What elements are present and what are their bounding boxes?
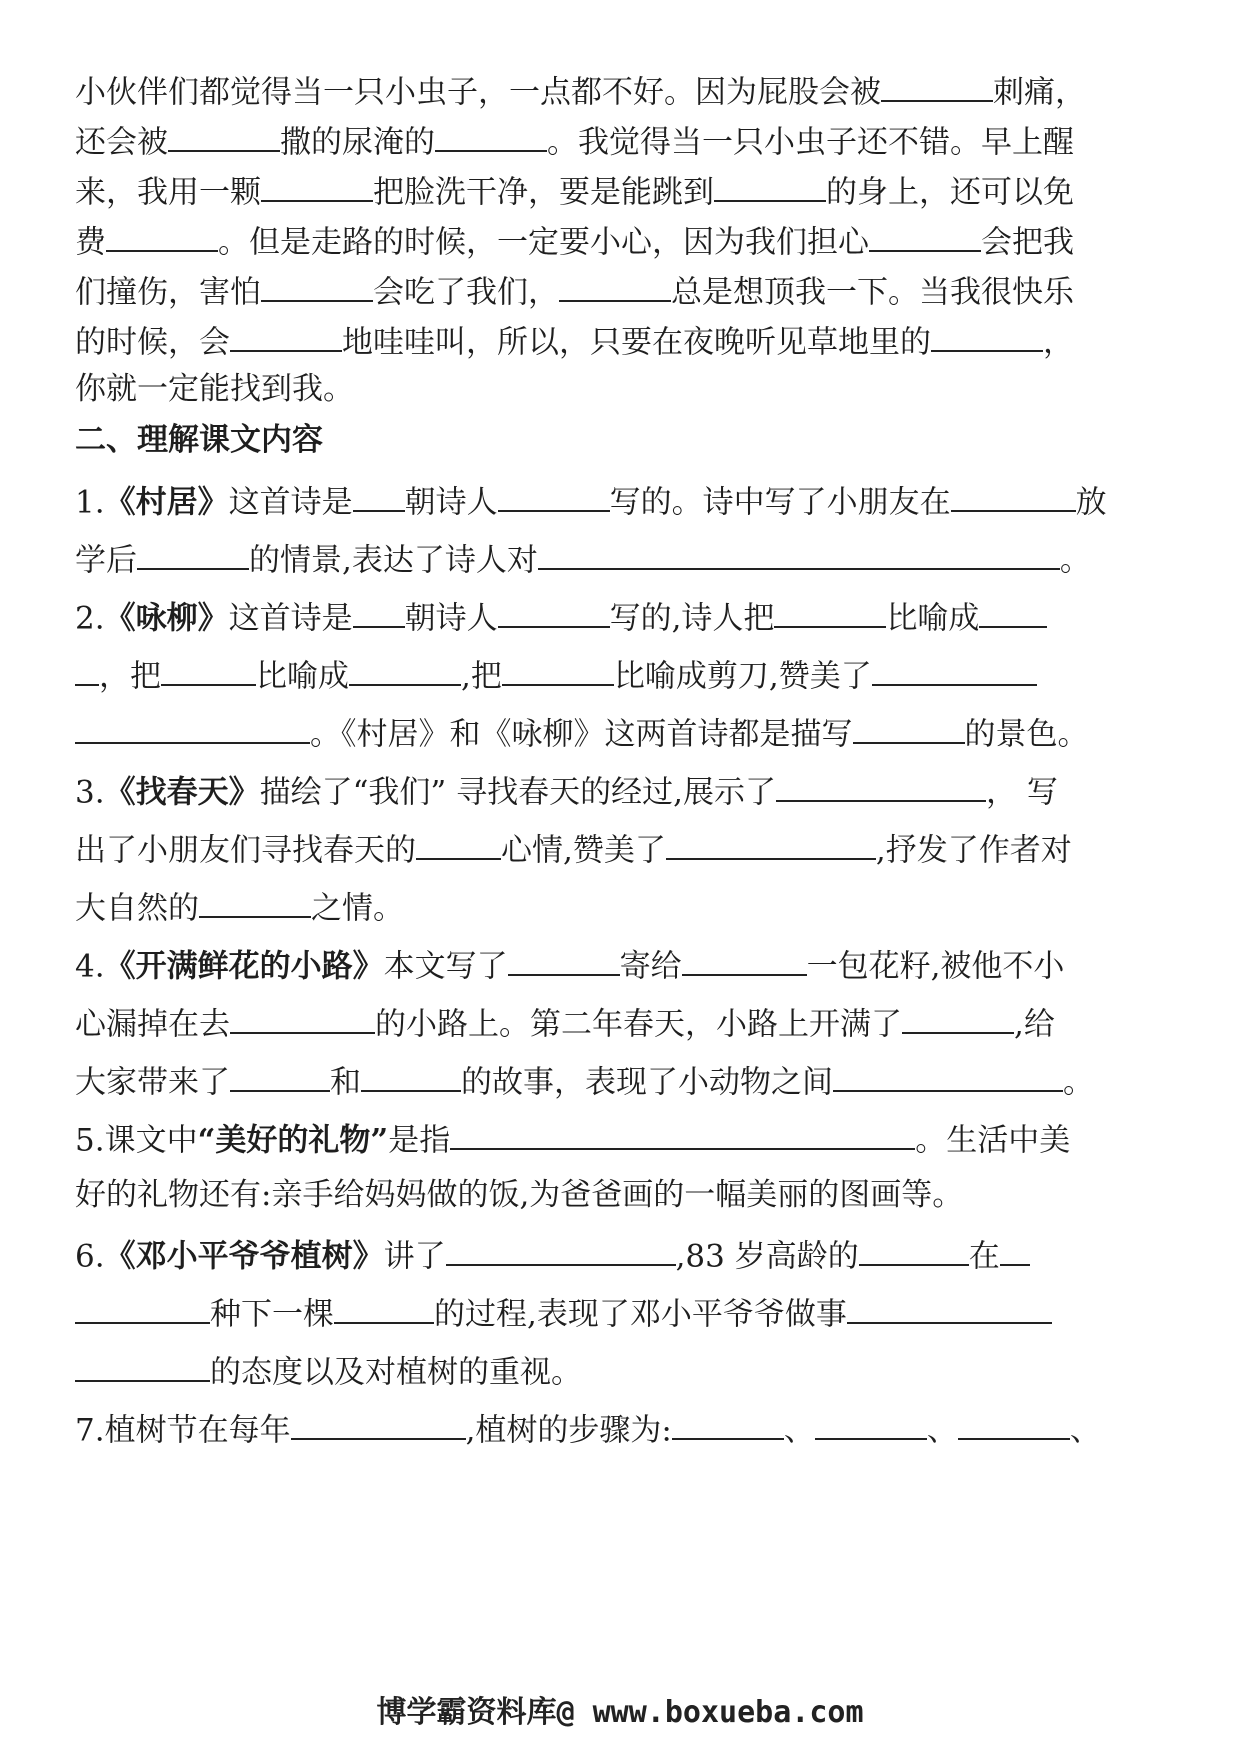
text: 大家带来了 [75,1064,230,1101]
text: 比喻成剪刀,赞美了 [613,658,872,695]
text: 的过程,表现了邓小平爷爷做事 [434,1296,847,1333]
fill-blank[interactable] [508,948,620,976]
fill-blank[interactable] [137,542,249,570]
fill-blank[interactable] [1000,1238,1030,1266]
question-number: 4. [75,948,105,985]
text: ， [1043,324,1074,361]
footer-watermark: 博学霸资料库@ www.boxueba.com [376,1695,864,1730]
text: 心情,赞美了 [501,832,666,869]
text: 讲了 [383,1238,446,1275]
text: ，把 [99,658,161,695]
question-6-line-2 [75,1296,1052,1333]
text: 小伙伴们都觉得当一只小虫子，一点都不好。因为屁股会被 [75,74,881,111]
question-6-line-1 [75,1238,1030,1275]
text: 会把我 [981,224,1074,261]
fill-blank[interactable] [498,600,610,628]
book-title: 《开满鲜花的小路》 [104,948,384,985]
text: 植树节在每年 [104,1412,291,1449]
text: 比喻成 [256,658,349,695]
fill-blank[interactable] [353,600,405,628]
question-2-line-1 [75,600,1047,637]
fill-blank[interactable] [450,1122,915,1150]
text: 。生活中美 [915,1122,1071,1159]
text: 本文写了 [383,948,508,985]
text: 会吃了我们， [373,274,559,311]
fill-blank[interactable] [361,1064,461,1092]
question-2-line-2 [75,658,1037,695]
text: ,植树的步骤为: [465,1412,672,1449]
fill-blank[interactable] [815,1412,927,1440]
fill-blank[interactable] [833,1064,1063,1092]
text: 。 [1059,542,1091,579]
text: 在 [968,1238,1000,1275]
question-5-line-1 [75,1122,1071,1159]
text: 还会被 [75,124,168,161]
fill-blank[interactable] [847,1296,1052,1324]
fill-blank[interactable] [498,484,610,512]
fill-blank[interactable] [869,224,981,252]
text: 是指 [388,1122,451,1159]
fill-blank[interactable] [199,890,311,918]
question-4-line-2 [75,1006,1055,1043]
text: 描绘了“我们” 寻找春天的经过,展示了 [259,774,776,811]
question-2-line-3 [75,716,1089,753]
question-4-line-1 [75,948,1065,985]
fill-blank[interactable] [853,716,965,744]
fill-blank[interactable] [168,124,280,152]
text: 学后 [75,542,137,579]
text: 的故事，表现了小动物之间 [461,1064,833,1101]
fill-blank[interactable] [931,324,1043,352]
text: 和 [330,1064,361,1101]
text: 。我觉得当一只小虫子还不错。早上醒 [547,124,1074,161]
text: ,抒发了作者对 [875,832,1072,869]
text: 课文中 [104,1122,198,1159]
text: 比喻成 [886,600,980,637]
fill-blank[interactable] [261,174,373,202]
question-number: 3. [75,774,105,811]
text: 刺痛， [993,74,1086,111]
fill-blank[interactable] [230,324,342,352]
fill-blank[interactable] [230,1064,330,1092]
question-3-line-2 [75,832,1072,869]
question-6-line-3 [75,1354,582,1391]
fill-blank[interactable] [446,1238,676,1266]
question-3-line-3 [75,890,404,927]
fill-blank[interactable] [435,124,547,152]
question-5-line-2 [75,1177,964,1213]
fill-blank[interactable] [106,224,218,252]
passage-line-6 [75,324,1074,361]
separator: 、 [926,1412,958,1449]
fill-blank[interactable] [859,1238,969,1266]
text: 种下一棵 [210,1296,334,1333]
passage-line-7 [75,371,354,407]
text: 费 [75,224,106,261]
text: 这首诗是 [228,600,353,637]
text: 出了小朋友们寻找春天的 [75,832,416,869]
text: 你就一定能找到我。 [75,371,354,407]
text: 写的。诗中写了小朋友在 [609,484,951,521]
text: 。 [1063,1064,1094,1101]
passage-line-2 [75,124,1074,161]
question-number: 7. [75,1412,105,1449]
book-title: 《找春天》 [104,774,260,811]
text: 的态度以及对植树的重视。 [210,1354,582,1391]
fill-blank[interactable] [776,774,986,802]
text: 写的,诗人把 [609,600,775,637]
fill-blank[interactable] [559,274,671,302]
fill-blank[interactable] [538,542,1060,570]
text: 之情。 [311,890,404,927]
text: 一包花籽,被他不小 [806,948,1065,985]
text: ,给 [1014,1006,1055,1043]
text: 来，我用一颗 [75,174,261,211]
passage-line-3 [75,174,1074,211]
fill-blank[interactable] [75,1296,210,1324]
text: 心漏掉在去 [75,1006,230,1043]
text: 的身上，还可以免 [826,174,1074,211]
question-4-line-3 [75,1064,1094,1101]
fill-blank[interactable] [682,948,807,976]
text: ,把 [461,658,502,695]
text: ,83 岁高龄的 [675,1238,859,1275]
fill-blank[interactable] [230,1006,375,1034]
text: 的情景,表达了诗人对 [249,542,538,579]
fill-blank[interactable] [872,658,1037,686]
fill-blank[interactable] [161,658,256,686]
fill-blank[interactable] [75,716,310,744]
book-title: 《邓小平爷爷植树》 [104,1238,384,1275]
fill-blank[interactable] [958,1412,1070,1440]
separator: 、 [783,1412,815,1449]
book-title: 《村居》 [104,484,229,521]
text: 的时候，会 [75,324,230,361]
text: 的小路上。第二年春天，小路上开满了 [375,1006,902,1043]
question-number: 1. [75,484,105,521]
fill-blank[interactable] [672,1412,784,1440]
separator: 、 [1069,1412,1101,1449]
fill-blank[interactable] [75,1354,210,1382]
text: 大自然的 [75,890,199,927]
text: 朝诗人 [404,600,498,637]
text: 地哇哇叫，所以，只要在夜晚听见草地里的 [342,324,931,361]
section-heading: 二、理解课文内容 [75,422,323,458]
fill-blank[interactable] [334,1296,434,1324]
fill-blank[interactable] [502,658,614,686]
text: 的景色。 [964,716,1089,753]
text: 寄给 [619,948,682,985]
fill-blank[interactable] [714,174,826,202]
fill-blank[interactable] [902,1006,1014,1034]
question-7-line-1 [75,1412,1101,1449]
text: 。但是走路的时候，一定要小心，因为我们担心 [218,224,869,261]
fill-blank[interactable] [774,600,886,628]
text: 撒的尿淹的 [280,124,435,161]
text: 这首诗是 [228,484,353,521]
text: 们撞伤，害怕 [75,274,261,311]
fill-blank[interactable] [291,1412,466,1440]
text: 朝诗人 [404,484,498,521]
passage-line-1 [75,74,1086,111]
question-3-line-1 [75,774,1058,811]
text: 。《村居》和《咏柳》这两首诗都是描写 [310,716,853,753]
fill-blank[interactable] [881,74,993,102]
question-number: 6. [75,1238,105,1275]
fill-blank[interactable] [416,832,501,860]
text: 放 [1075,484,1107,521]
passage-line-4 [75,224,1074,261]
question-1-line-1 [75,484,1107,521]
fill-blank[interactable] [666,832,876,860]
text: 总是想顶我一下。当我很快乐 [671,274,1074,311]
fill-blank[interactable] [75,658,99,686]
text: 好的礼物还有:亲手给妈妈做的饭,为爸爸画的一幅美丽的图画等。 [75,1177,964,1213]
question-1-line-2 [75,542,1091,579]
question-number: 2. [75,600,105,637]
passage-line-5 [75,274,1074,311]
question-number: 5. [75,1122,105,1159]
fill-blank[interactable] [979,600,1047,628]
fill-blank[interactable] [951,484,1076,512]
fill-blank[interactable] [261,274,373,302]
text: 把脸洗干净，要是能跳到 [373,174,714,211]
quoted-phrase: “美好的礼物” [197,1122,389,1159]
text: ， 写 [985,774,1058,811]
book-title: 《咏柳》 [104,600,229,637]
fill-blank[interactable] [353,484,405,512]
fill-blank[interactable] [349,658,461,686]
